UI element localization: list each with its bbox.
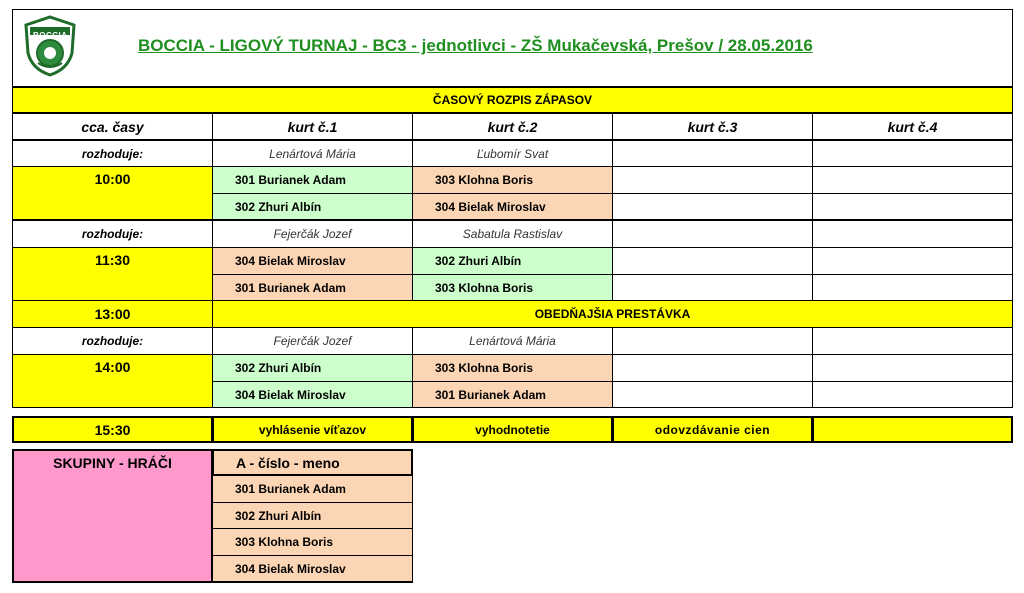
col-header-court-3: kurt č.3 xyxy=(612,113,813,140)
player-item: 302 Zhuri Albín xyxy=(212,502,413,529)
col-header-court-1: kurt č.1 xyxy=(212,113,413,140)
col-header-time: cca. časy xyxy=(12,113,213,140)
match-cell: 302 Zhuri Albín xyxy=(212,193,413,220)
match-cell xyxy=(812,381,1013,408)
match-cell xyxy=(612,354,813,382)
match-cell: 304 Bielak Miroslav xyxy=(212,247,413,275)
match-cell xyxy=(612,274,813,301)
time-slot: 11:30 xyxy=(12,247,213,301)
closing-item-awards: vyhlásenie víťazov xyxy=(212,416,413,443)
match-cell: 302 Zhuri Albín xyxy=(412,247,613,275)
col-header-court-2: kurt č.2 xyxy=(412,113,613,140)
col-header-court-4: kurt č.4 xyxy=(812,113,1013,140)
match-cell: 303 Klohna Boris xyxy=(412,166,613,194)
time-slot: 14:00 xyxy=(12,354,213,408)
closing-item-evaluation: vyhodnotetie xyxy=(412,416,613,443)
match-cell: 301 Burianek Adam xyxy=(412,381,613,408)
groups-header: A - číslo - meno xyxy=(212,449,413,476)
time-slot: 10:00 xyxy=(12,166,213,220)
boccia-logo xyxy=(22,15,78,77)
match-cell: 303 Klohna Boris xyxy=(412,274,613,301)
match-cell xyxy=(612,247,813,275)
referee-court-4 xyxy=(812,327,1013,355)
referee-court-4 xyxy=(812,140,1013,167)
referee-label: rozhoduje: xyxy=(12,220,213,248)
match-cell: 303 Klohna Boris xyxy=(412,354,613,382)
match-cell xyxy=(612,381,813,408)
logo-text: BOCCIA xyxy=(33,31,68,40)
closing-item-prizes: odovzdávanie cien xyxy=(612,416,813,443)
match-cell xyxy=(812,166,1013,194)
match-cell xyxy=(812,193,1013,220)
referee-court-1: Fejerčák Jozef xyxy=(212,327,413,355)
referee-court-1: Fejerčák Jozef xyxy=(212,220,413,248)
referee-court-2: Lenártová Mária xyxy=(412,327,613,355)
match-cell: 301 Burianek Adam xyxy=(212,274,413,301)
referee-court-3 xyxy=(612,327,813,355)
match-cell: 304 Bielak Miroslav xyxy=(412,193,613,220)
match-cell xyxy=(612,166,813,194)
referee-court-3 xyxy=(612,140,813,167)
player-item: 304 Bielak Miroslav xyxy=(212,555,413,583)
player-item: 301 Burianek Adam xyxy=(212,475,413,503)
referee-court-3 xyxy=(612,220,813,248)
schedule-title: ČASOVÝ ROZPIS ZÁPASOV xyxy=(12,87,1013,113)
match-cell: 302 Zhuri Albín xyxy=(212,354,413,382)
closing-item-empty xyxy=(812,416,1013,443)
referee-label: rozhoduje: xyxy=(12,140,213,167)
match-cell xyxy=(812,247,1013,275)
match-cell xyxy=(812,354,1013,382)
lunch-break: OBEDŇAJŠIA PRESTÁVKA xyxy=(212,300,1013,328)
boccia-logo-icon xyxy=(22,15,78,77)
referee-court-1: Lenártová Mária xyxy=(212,140,413,167)
referee-court-2: Sabatula Rastislav xyxy=(412,220,613,248)
closing-time: 15:30 xyxy=(12,416,213,443)
referee-court-4 xyxy=(812,220,1013,248)
match-cell: 301 Burianek Adam xyxy=(212,166,413,194)
match-cell xyxy=(612,193,813,220)
page-title: BOCCIA - LIGOVÝ TURNAJ - BC3 - jednotlivci - ZŠ Mukačevská, Prešov / 28.05.2016 xyxy=(138,36,813,55)
lunch-time: 13:00 xyxy=(12,300,213,328)
match-cell xyxy=(812,274,1013,301)
player-item: 303 Klohna Boris xyxy=(212,528,413,556)
groups-label: SKUPINY - HRÁČI xyxy=(12,449,213,583)
referee-court-2: Ľubomír Svat xyxy=(412,140,613,167)
match-cell: 304 Bielak Miroslav xyxy=(212,381,413,408)
referee-label: rozhoduje: xyxy=(12,327,213,355)
